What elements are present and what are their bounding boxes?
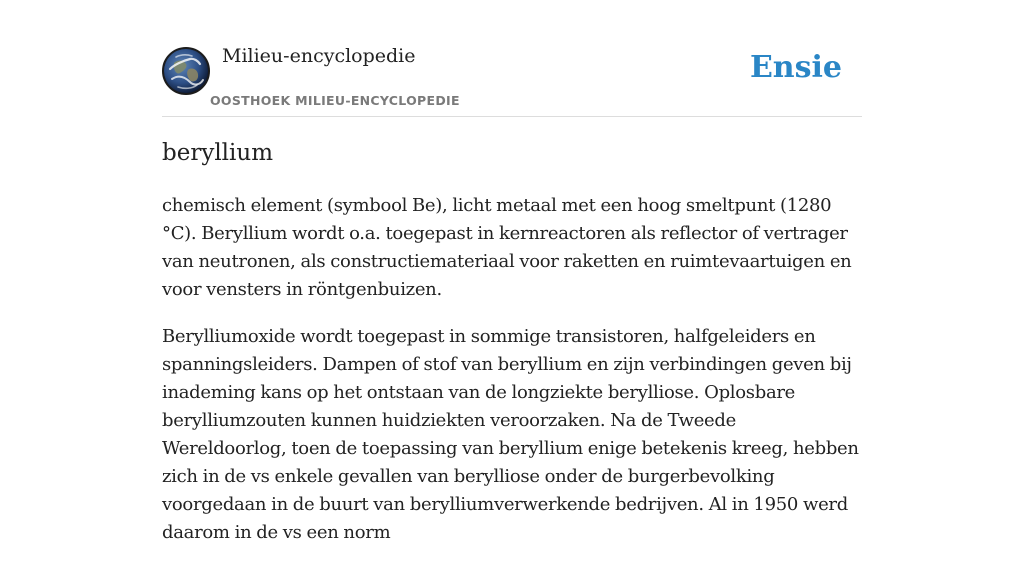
paragraph: chemisch element (symbool Be), licht metaal met een hoog smeltpunt (1280 °C). Beryllium wordt o.a. toegepast in kernreactoren als reflector of vertrager van neutronen, als constructiemateriaal voor raketten en ruimtevaartuigen en voor vensters in röntgenbuizen. — [162, 195, 852, 300]
page-title: beryllium — [162, 140, 274, 166]
earth-globe-icon[interactable] — [162, 47, 210, 95]
site-header — [162, 0, 862, 117]
article-body — [162, 192, 862, 566]
site-name[interactable]: Milieu-encyclopedie — [222, 45, 416, 67]
page — [162, 0, 862, 543]
site-subtitle[interactable]: OOSTHOEK MILIEU-ENCYCLOPEDIE — [210, 93, 460, 108]
paragraph: Berylliumoxide wordt toegepast in sommige transistoren, halfgeleiders en spanningsleiders. Dampen of stof van beryllium en zijn verbindingen geven bij inademing kans op het ontstaan van de longziekte berylliose. Oplosbare berylliumzouten kunnen huidziekten veroorzaken. Na de Tweede Wereldoorlog, toen de toepassing van beryllium enige betekenis kreeg, hebben zich in de vs enkele gevallen van berylliose onder de burgerbevolking voorgedaan in de buurt van berylliumverwerkende bedrijven. Al in 1950 werd daarom in de vs een norm — [162, 326, 859, 543]
brand-logo[interactable]: Ensie — [749, 50, 842, 85]
